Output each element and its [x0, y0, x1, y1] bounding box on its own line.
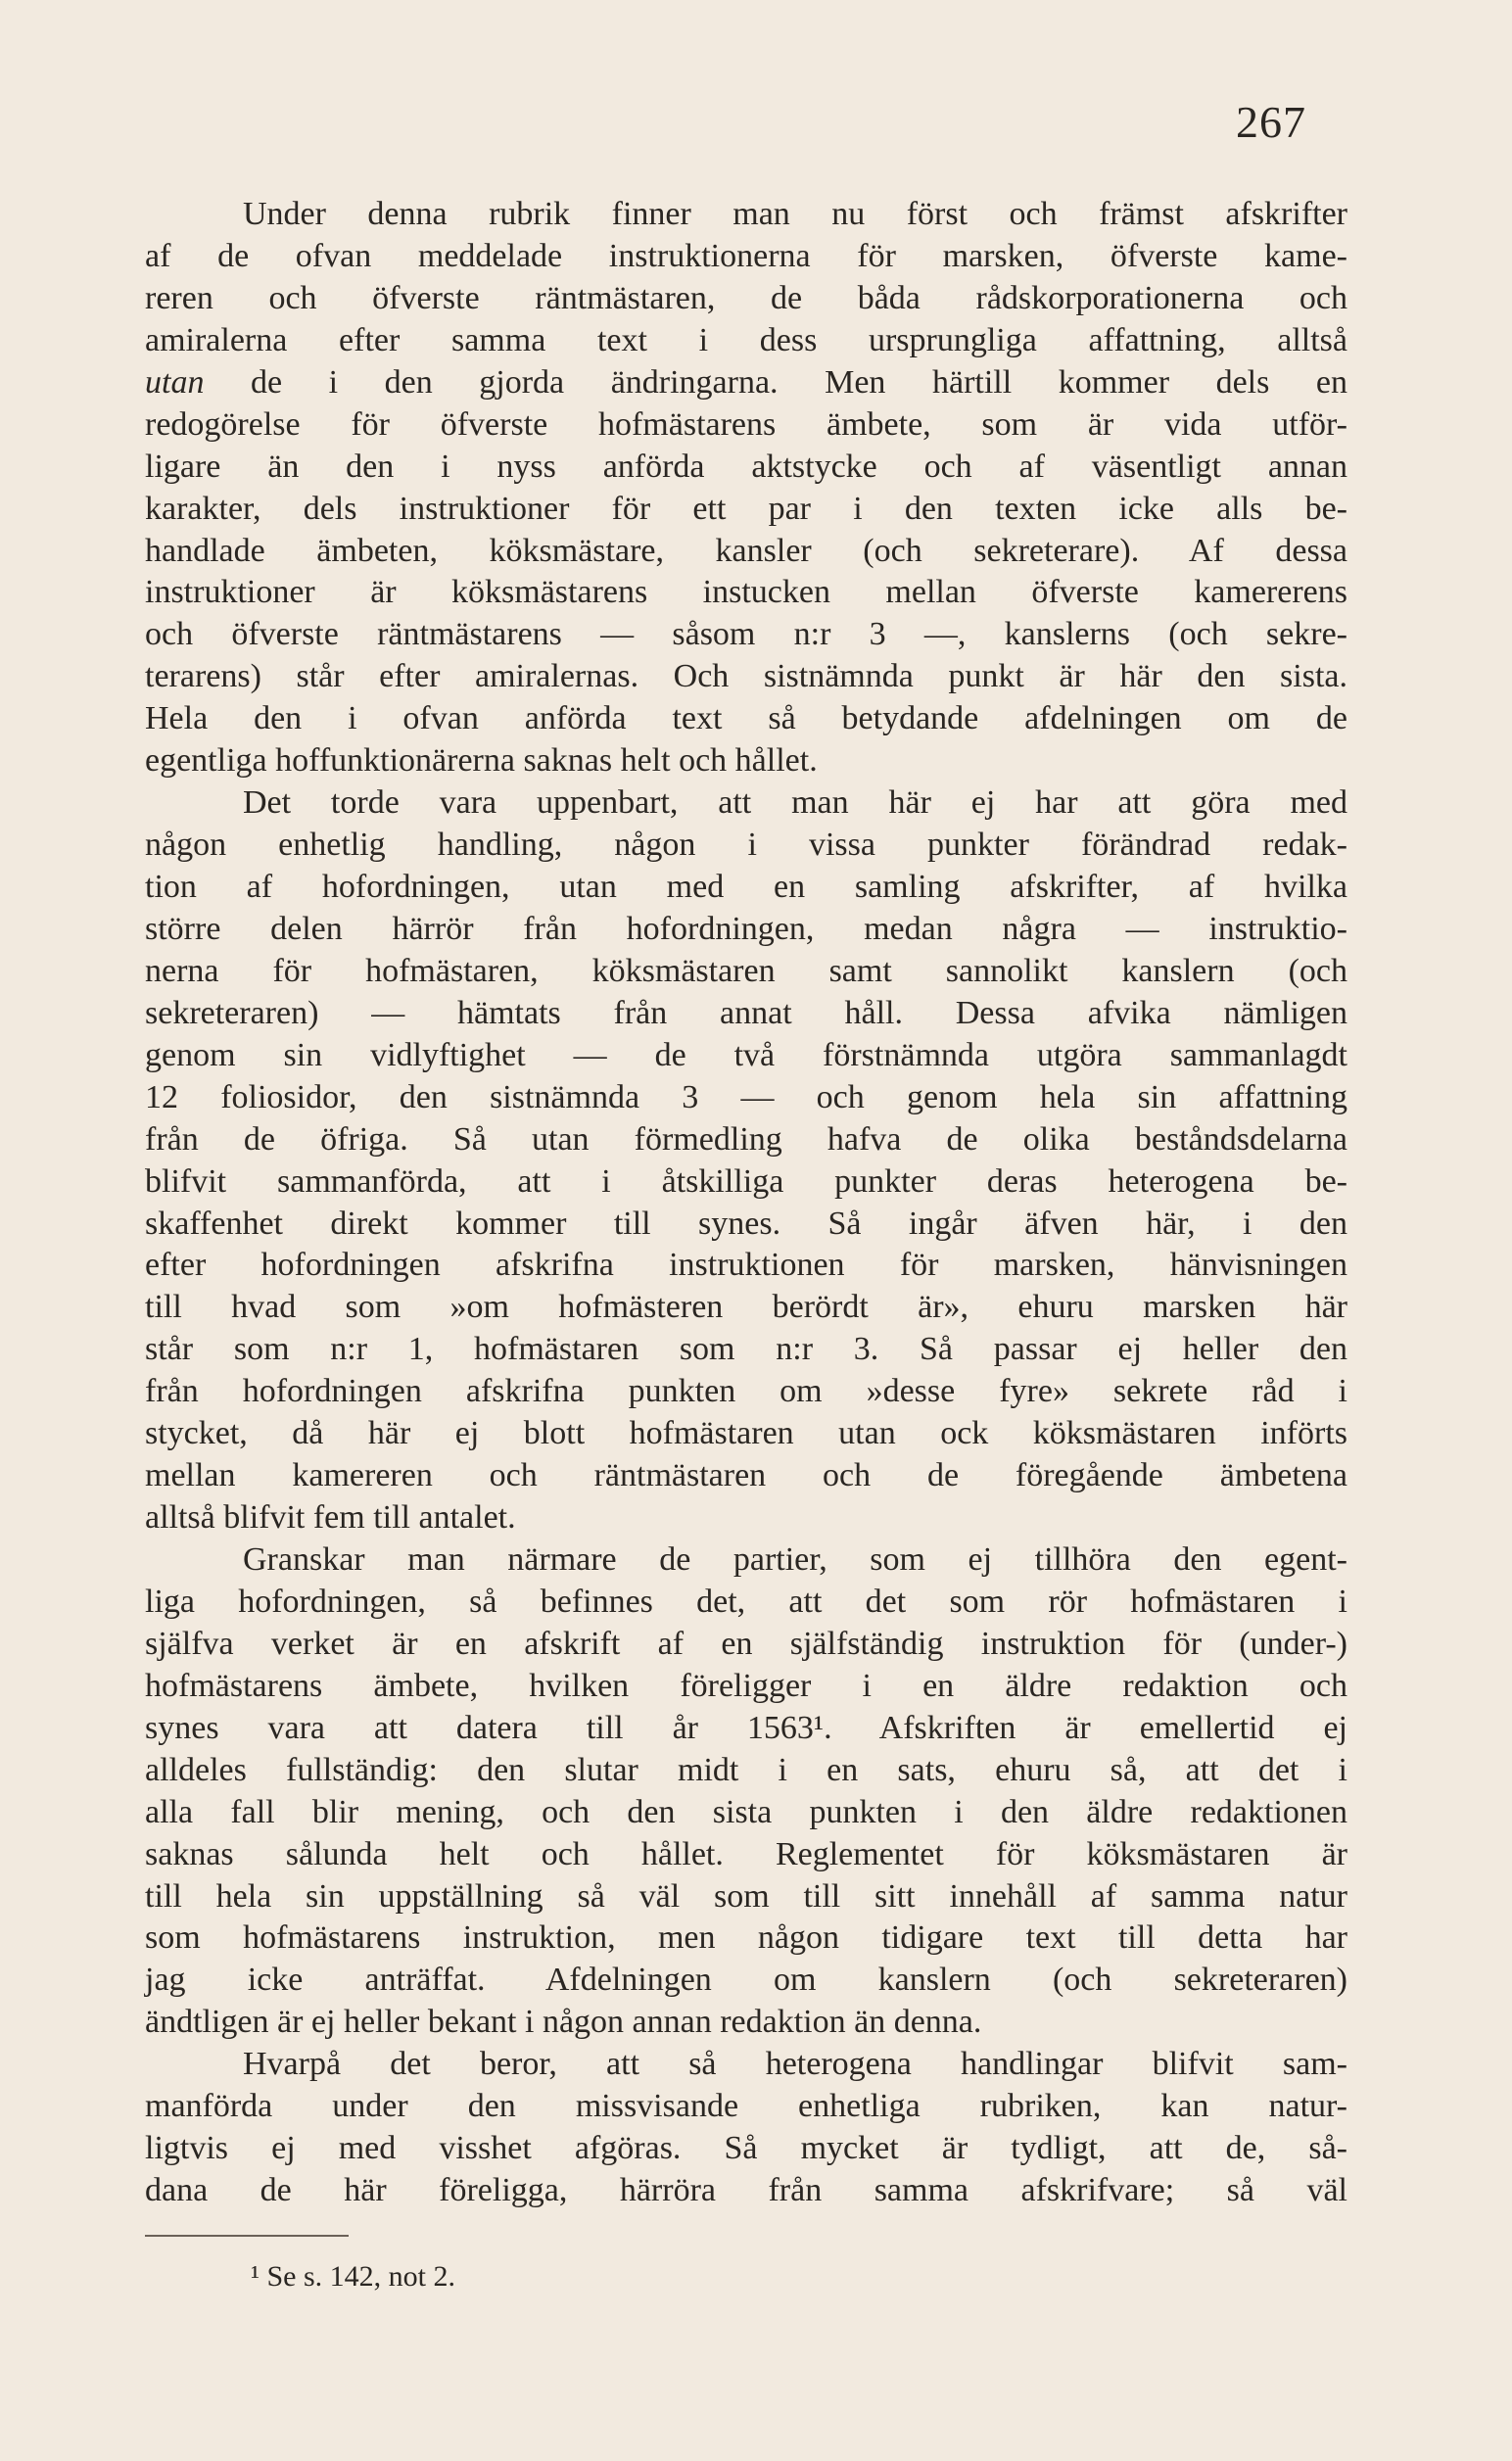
- text-line: reren och öfverste räntmästaren, de båda rådskorporationerna och: [145, 279, 1347, 316]
- text-line: 12 foliosidor, den sistnämnda 3 — och genom hela sin affattning: [145, 1078, 1347, 1115]
- text-line: jag icke anträffat. Afdelningen om kanslern (och sekreteraren): [145, 1962, 1347, 1999]
- text-line: från hofordningen afskrifna punkten om »desse fyre» sekrete råd i: [145, 1373, 1347, 1410]
- text-line: blifvit sammanförda, att i åtskilliga punkter deras heterogena be-: [145, 1162, 1347, 1200]
- text-line: står som n:r 1, hofmästaren som n:r 3. Så passar ej heller den: [145, 1331, 1347, 1368]
- text-line: dana de här föreligga, härröra från samma afskrifvare; så väl: [145, 2172, 1347, 2209]
- text-line: redogörelse för öfverste hofmästarens ämbete, som är vida utför-: [145, 405, 1347, 443]
- text-line: nerna för hofmästaren, köksmästaren samt sannolikt kanslern (och: [145, 952, 1347, 989]
- text-line: Hela den i ofvan anförda text så betydande afdelningen om de: [145, 700, 1347, 737]
- text-line: instruktioner är köksmästarens instucken mellan öfverste kamererens: [145, 574, 1347, 611]
- text-line: ändtligen är ej heller bekant i någon annan redaktion än denna.: [145, 2004, 982, 2041]
- text-line: manförda under den missvisande enhetliga rubriken, kan natur-: [145, 2088, 1347, 2125]
- text-line: Det torde vara uppenbart, att man här ej har att göra med: [243, 784, 1347, 822]
- text-line: terarens) står efter amiralernas. Och sistnämnda punkt är här den sista.: [145, 658, 1347, 695]
- text-line: större delen härrör från hofordningen, medan några — instruktio-: [145, 910, 1347, 947]
- text-line: Granskar man närmare de partier, som ej tillhöra den egent-: [243, 1541, 1347, 1578]
- text-line: från de öfriga. Så utan förmedling hafva de olika beståndsdelarna: [145, 1120, 1347, 1158]
- text-line: egentliga hoffunktionärerna saknas helt och hållet.: [145, 742, 818, 780]
- text-line: Under denna rubrik finner man nu först och främst afskrifter: [243, 196, 1347, 232]
- text-line: hofmästarens ämbete, hvilken föreligger i en äldre redaktion och: [145, 1667, 1347, 1704]
- text-line: saknas sålunda helt och hållet. Reglementet för köksmästaren är: [145, 1835, 1347, 1872]
- text-line: och öfverste räntmästarens — såsom n:r 3 —, kanslerns (och sekre-: [145, 616, 1347, 653]
- text-line: utan de i den gjorda ändringarna. Men härtill kommer dels en: [145, 363, 1347, 401]
- footnote-rule: [145, 2235, 349, 2237]
- text-line: själfva verket är en afskrift af en själfständig instruktion för (under-): [145, 1625, 1347, 1662]
- text-line: sekreteraren) — hämtats från annat håll. Dessa afvika nämligen: [145, 994, 1347, 1031]
- footnote: ¹ Se s. 142, not 2.: [251, 2260, 456, 2293]
- text-line: genom sin vidlyftighet — de två förstnämnda utgöra sammanlagdt: [145, 1036, 1347, 1073]
- text-line: till hvad som »om hofmästeren berördt är», ehuru marsken här: [145, 1289, 1347, 1326]
- text-line: ligare än den i nyss anförda aktstycke och af väsentligt annan: [145, 448, 1347, 485]
- body-text: [145, 194, 1347, 2212]
- page-number: 267: [1236, 97, 1306, 147]
- text-line: som hofmästarens instruktion, men någon tidigare text till detta har: [145, 1919, 1347, 1957]
- text-line: handlade ämbeten, köksmästare, kansler (och sekreterare). Af dessa: [145, 532, 1347, 569]
- text-line: tion af hofordningen, utan med en samling afskrifter, af hvilka: [145, 869, 1347, 905]
- text-line: ligtvis ej med visshet afgöras. Så mycket är tydligt, att de, så-: [145, 2130, 1347, 2167]
- text-line: amiralerna efter samma text i dess ursprungliga affattning, alltså: [145, 321, 1347, 358]
- text-line: stycket, då här ej blott hofmästaren utan ock köksmästaren införts: [145, 1415, 1347, 1452]
- text-line: mellan kamereren och räntmästaren och de föregående ämbetena: [145, 1457, 1347, 1494]
- text-line: synes vara att datera till år 1563¹. Afskriften är emellertid ej: [145, 1709, 1347, 1746]
- text-line: alla fall blir mening, och den sista punkten i den äldre redaktionen: [145, 1793, 1347, 1830]
- text-line: alltså blifvit fem till antalet.: [145, 1499, 516, 1537]
- text-line: någon enhetlig handling, någon i vissa punkter förändrad redak-: [145, 827, 1347, 864]
- text-line: efter hofordningen afskrifna instruktionen för marsken, hänvisningen: [145, 1247, 1347, 1284]
- text-line: af de ofvan meddelade instruktionerna för marsken, öfverste kame-: [145, 237, 1347, 274]
- text-line: Hvarpå det beror, att så heterogena handlingar blifvit sam-: [243, 2046, 1347, 2083]
- text-line: skaffenhet direkt kommer till synes. Så ingår äfven här, i den: [145, 1205, 1347, 1242]
- text-line: liga hofordningen, så befinnes det, att det som rör hofmästaren i: [145, 1583, 1347, 1620]
- text-line: karakter, dels instruktioner för ett par i den texten icke alls be-: [145, 490, 1347, 527]
- text-line: alldeles fullständig: den slutar midt i en sats, ehuru så, att det i: [145, 1751, 1347, 1788]
- text-line: till hela sin uppställning så väl som till sitt innehåll af samma natur: [145, 1877, 1347, 1915]
